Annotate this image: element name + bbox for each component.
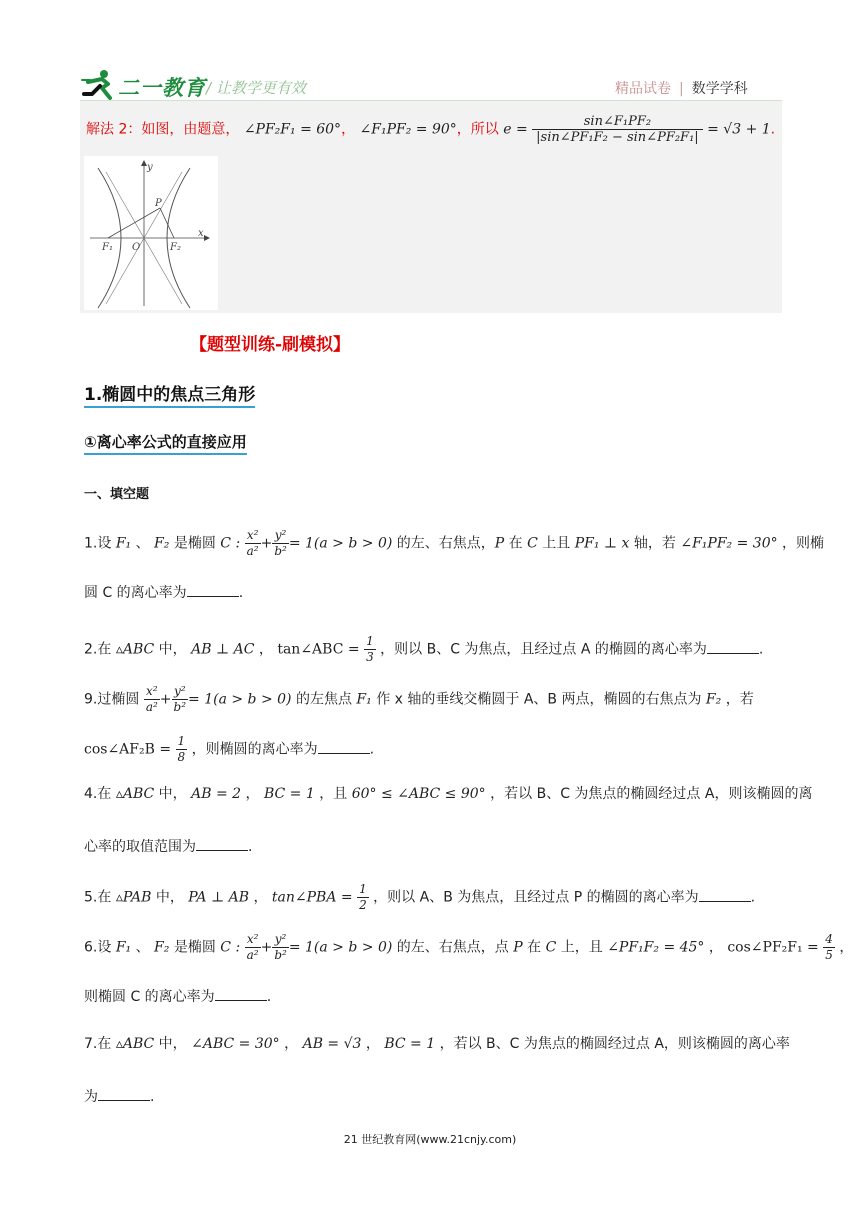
p1-c2: C: [527, 535, 538, 552]
p6-text: 的左、右焦点，点: [392, 939, 514, 956]
x-axis-arrow: [204, 235, 210, 241]
p6-text: 则椭圆 C 的离心率为: [84, 989, 215, 1005]
p6-text: ，: [704, 939, 728, 956]
p6-f2: F₂: [154, 939, 170, 956]
frac-den: a²: [246, 948, 259, 962]
p5-text: 中，: [151, 889, 189, 906]
solution-result: = √3 + 1: [707, 121, 771, 138]
segment-f1-p: [108, 208, 160, 238]
p2-tan: tan∠ABC =: [277, 641, 360, 658]
p6-angle: ∠PF₁F₂ = 45°: [607, 939, 705, 956]
p6-frac: [823, 932, 835, 963]
p6-text: 、: [131, 939, 155, 956]
p5-tan: tan∠PBA =: [271, 889, 353, 906]
header-label: 精品试卷: [615, 81, 671, 97]
period: .: [238, 585, 244, 601]
p7-text: ，若以 B、C 为焦点的椭圆经过点 A，则该椭圆的离心率: [435, 1036, 790, 1052]
p1-text: 轴，若: [629, 535, 681, 552]
label-f1: F₁: [102, 242, 113, 253]
solution-comma: ，: [341, 121, 356, 138]
answer-blank[interactable]: [196, 836, 248, 851]
period: .: [266, 989, 272, 1005]
p1-text: 的左、右焦点，: [392, 535, 495, 552]
frac-den: a²: [145, 700, 158, 714]
p3-text: 的左焦点: [291, 691, 357, 708]
topic-title: 1.椭圆中的焦点三角形: [84, 380, 255, 408]
p1-c: C :: [220, 535, 241, 552]
p3-frac: [176, 734, 188, 765]
p4-bc: BC = 1: [263, 786, 315, 802]
p4-text: 中，: [154, 786, 192, 802]
frac-num: 1: [366, 634, 374, 648]
p1-angle: ∠F₁PF₂ = 30°: [680, 535, 778, 552]
p1-frac-y: [272, 528, 289, 559]
p3-frac-x: [144, 684, 160, 715]
frac-den: 5: [825, 948, 833, 962]
p5-perp: PA ⊥ AB: [188, 889, 249, 906]
problem-5-line-1: [84, 882, 784, 913]
p6-frac-y: [272, 932, 289, 963]
p1-text: 圆 C 的离心率为: [84, 585, 187, 601]
p7-text: 为: [84, 1089, 98, 1105]
p6-frac-x: [245, 932, 261, 963]
frac-num: x²: [245, 932, 261, 948]
p1-f2: F₂: [154, 535, 170, 552]
brand-slogan: / 让教学更有效: [206, 79, 306, 97]
p7-text: 中，: [154, 1036, 192, 1052]
problem-7-line-2: [84, 1086, 784, 1107]
header-subject: 数学学科: [691, 81, 748, 97]
p3-text: 作 x 轴的垂线交椭圆于 A、B 两点，椭圆的右焦点为: [371, 691, 706, 708]
label-o: O: [132, 242, 141, 253]
section-title: 【题型训练-刷模拟】: [190, 335, 351, 355]
p7-angle: ∠ABC = 30°: [191, 1036, 280, 1052]
subtopic-title: ①离心率公式的直接应用: [84, 431, 247, 455]
header-separator: |: [679, 81, 684, 97]
solution-angle-2: ∠F₁PF₂ = 90°: [359, 121, 457, 138]
p7-bc: BC = 1: [384, 1036, 436, 1052]
frac-num: 1: [359, 882, 367, 896]
solution-prefix: 解法 2：如图，由题意，: [86, 121, 240, 138]
problem-1-line-2: [84, 582, 784, 603]
p3-text: ，若: [721, 691, 754, 708]
p6-text: 6.设: [84, 939, 116, 956]
problem-3-line-2: [84, 734, 784, 765]
p2-perp: AB ⊥ AC: [191, 641, 255, 658]
problem-7-line-1: [84, 1034, 790, 1054]
p4-range: 60° ≤ ∠ABC ≤ 90°: [351, 786, 486, 802]
p6-text: 在: [522, 939, 546, 956]
p5-text: ，: [249, 889, 272, 906]
solution-denominator: |sin∠PF₁F₂ − sin∠PF₂F₁|: [536, 130, 699, 145]
frac-den: a²: [246, 544, 259, 558]
p5-text: ，则以 A、B 为焦点，且经过点 P 的椭圆的离心率为: [368, 889, 699, 906]
solution-numerator: sin∠F₁PF₂: [532, 114, 703, 130]
p4-text: ，若以 B、C 为焦点的椭圆经过点 A，则该椭圆的离: [485, 786, 813, 802]
frac-num: x²: [144, 684, 160, 700]
p1-text: ，则椭: [777, 535, 825, 552]
p7-text: ，: [279, 1036, 303, 1052]
label-y: y: [147, 162, 153, 173]
p3-eq: = 1(a > b > 0): [188, 691, 292, 708]
solution-line: [86, 114, 775, 145]
plus: +: [260, 939, 273, 956]
plus: +: [260, 535, 273, 552]
p4-text: ，且: [314, 786, 352, 802]
frac-den: 8: [177, 750, 186, 764]
label-p: P: [155, 198, 162, 209]
frac-den: b²: [173, 700, 187, 714]
frac-den: b²: [274, 948, 287, 962]
p1-text: 、: [131, 535, 155, 552]
period: .: [150, 1089, 155, 1105]
p3-f2: F₂: [705, 691, 722, 708]
frac-num: y²: [172, 684, 189, 700]
p3-cos: cos∠AF₂B =: [84, 741, 172, 758]
plus: +: [159, 691, 172, 708]
problem-4-line-1: [84, 784, 813, 804]
p4-text: ，: [241, 786, 264, 802]
problem-3-line-1: [84, 684, 784, 715]
p1-text: 是椭圆: [169, 535, 221, 552]
frac-num: y²: [272, 932, 289, 948]
p1-text: 在: [504, 535, 528, 552]
part-title: 一、填空题: [84, 487, 150, 502]
problem-6-line-1: [84, 932, 854, 963]
p4-ab: AB = 2: [191, 786, 242, 802]
solution-e-lhs: e =: [503, 121, 528, 138]
hyperbola-figure: [84, 156, 218, 310]
p4-text: 4.在: [84, 786, 116, 802]
frac-den: 3: [366, 650, 374, 664]
p6-c2: C: [545, 939, 557, 956]
p6-text: 上，且: [556, 939, 608, 956]
p7-text: 7.在: [84, 1036, 116, 1052]
p3-text: ，则椭圆的离心率为: [187, 741, 318, 758]
frac-num: y²: [272, 528, 289, 544]
period: .: [248, 839, 253, 855]
p2-text: ，: [254, 641, 278, 658]
answer-blank[interactable]: [215, 986, 267, 1001]
p6-text: ，: [834, 939, 854, 956]
frac-den: b²: [274, 544, 287, 558]
p1-cond: PF₁ ⊥ x: [574, 535, 630, 552]
period: .: [758, 641, 764, 658]
p6-c: C :: [220, 939, 241, 956]
frac-num: 1: [177, 734, 186, 748]
p1-eq: = 1(a > b > 0): [288, 535, 393, 552]
p1-frac-x: [245, 528, 261, 559]
answer-blank[interactable]: [98, 1086, 150, 1101]
brand-logo-text: 二一教育: [118, 76, 206, 100]
answer-blank[interactable]: [699, 887, 751, 902]
p6-p: P: [513, 939, 523, 956]
header-label-group: [615, 78, 748, 98]
p6-cos: cos∠PF₂F₁ =: [727, 939, 819, 956]
p1-f1: F₁: [115, 535, 132, 552]
p4-tri: ▵ABC: [115, 786, 155, 802]
frac-num: x²: [245, 528, 261, 544]
p1-p: P: [494, 535, 505, 552]
solution-period: .: [770, 121, 776, 138]
label-x: x: [198, 228, 204, 239]
page-footer: 21 世纪教育网(www.21cnjy.com): [343, 1133, 517, 1146]
p1-text: 上且: [537, 535, 575, 552]
p3-f1: F₁: [356, 691, 372, 708]
p6-eq: = 1(a > b > 0): [288, 939, 393, 956]
answer-blank[interactable]: [707, 639, 759, 654]
p4-text: 心率的取值范围为: [84, 839, 196, 855]
solution-so: ，所以: [456, 121, 499, 138]
p2-text: 中，: [154, 641, 192, 658]
p5-frac: [357, 882, 369, 913]
problem-2-line-1: [84, 634, 784, 665]
problem-4-line-2: [84, 836, 784, 857]
p5-text: 5.在: [84, 889, 116, 906]
p7-text: ，: [361, 1036, 385, 1052]
p3-text: 9.过椭圆: [84, 691, 144, 708]
solution-angle-1: ∠PF₂F₁ = 60°: [243, 121, 342, 138]
frac-num: 4: [825, 932, 833, 946]
p7-ab: AB = √3: [302, 1036, 362, 1052]
p2-text: 2.在: [84, 641, 116, 658]
p3-frac-y: [172, 684, 189, 715]
problem-6-line-2: [84, 986, 784, 1007]
p5-tri: ▵PAB: [115, 889, 152, 906]
problem-1-line-1: [84, 528, 825, 559]
answer-blank[interactable]: [318, 739, 370, 754]
p1-text: 1.设: [84, 535, 116, 552]
period: .: [750, 889, 756, 906]
p6-text: 是椭圆: [169, 939, 221, 956]
solution-fraction: [532, 114, 703, 145]
logo-runner-icon: [80, 68, 116, 102]
p2-tri: ▵ABC: [115, 641, 155, 658]
label-f2: F₂: [170, 242, 181, 253]
p2-text: ，则以 B、C 为焦点，且经过点 A 的椭圆的离心率为: [375, 641, 707, 658]
p6-f1: F₁: [115, 939, 132, 956]
frac-den: 2: [359, 898, 367, 912]
answer-blank[interactable]: [187, 582, 239, 597]
p7-tri: ▵ABC: [115, 1036, 155, 1052]
period: .: [369, 741, 375, 758]
p2-frac: [364, 634, 376, 665]
